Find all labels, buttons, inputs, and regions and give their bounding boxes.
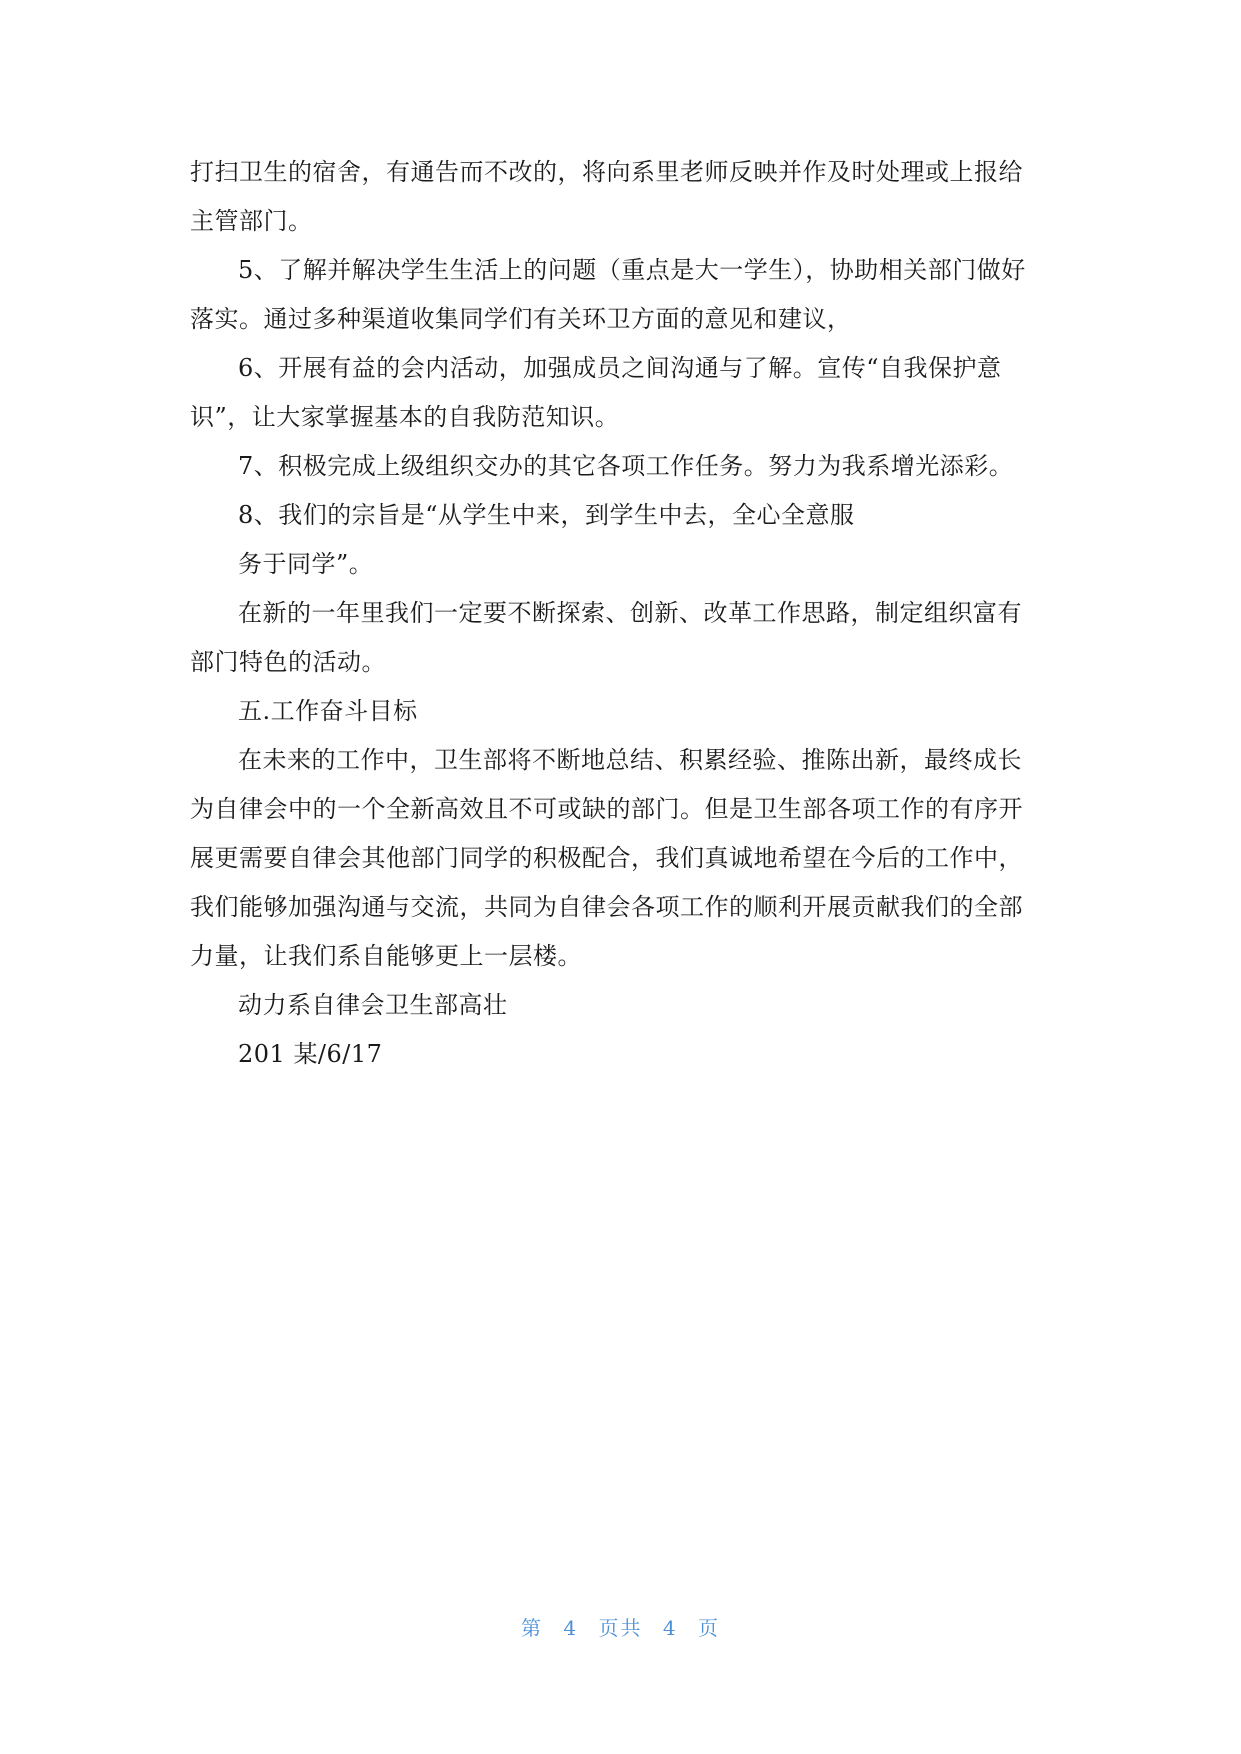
text-line: 6、开展有益的会内活动，加强成员之间沟通与了解。宣传“自我保护意	[238, 354, 1002, 382]
text-line: 主管部门。	[190, 207, 313, 235]
footer-prefix: 第	[521, 1616, 544, 1640]
text-line: 务于同学”。	[238, 550, 374, 578]
text-line: 我们能够加强沟通与交流，共同为自律会各项工作的顺利开展贡献我们的全部	[190, 893, 1023, 921]
text-line: 展更需要自律会其他部门同学的积极配合，我们真诚地希望在今后的工作中，	[190, 844, 1023, 872]
section-heading: 五.工作奋斗目标	[238, 697, 418, 725]
footer-middle: 页共	[598, 1616, 643, 1640]
footer-total-pages: 4	[662, 1616, 678, 1640]
text-line: 在未来的工作中，卫生部将不断地总结、积累经验、推陈出新，最终成长	[238, 746, 1022, 774]
text-line: 部门特色的活动。	[190, 648, 386, 676]
text-line: 5、了解并解决学生生活上的问题（重点是大一学生），协助相关部门做好	[238, 256, 1026, 284]
text-line: 力量，让我们系自能够更上一层楼。	[190, 942, 582, 970]
text-line: 8、我们的宗旨是“从学生中来，到学生中去，全心全意服	[238, 501, 855, 529]
text-line: 打扫卫生的宿舍，有通告而不改的，将向系里老师反映并作及时处理或上报给	[190, 158, 1023, 186]
text-line: 7、积极完成上级组织交办的其它各项工作任务。努力为我系增光添彩。	[238, 452, 1014, 480]
footer-suffix: 页	[697, 1616, 720, 1640]
signature-line: 动力系自律会卫生部高壮	[238, 991, 508, 1019]
text-line: 在新的一年里我们一定要不断探索、创新、改革工作思路，制定组织富有	[238, 599, 1022, 627]
footer-current-page: 4	[563, 1616, 579, 1640]
text-line: 识”，让大家掌握基本的自我防范知识。	[190, 403, 620, 431]
page-footer	[0, 1612, 1241, 1641]
date-line: 201 某/6/17	[238, 1040, 383, 1068]
text-line: 落实。通过多种渠道收集同学们有关环卫方面的意见和建议，	[190, 305, 852, 333]
document-body	[190, 148, 1050, 1079]
text-line: 为自律会中的一个全新高效且不可或缺的部门。但是卫生部各项工作的有序开	[190, 795, 1023, 823]
